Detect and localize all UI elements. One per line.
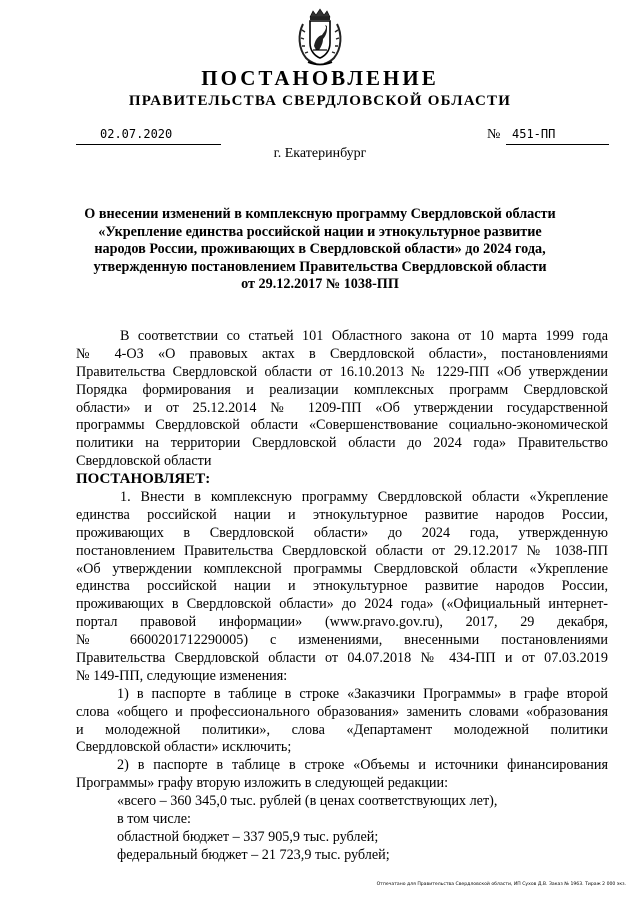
document-title: ПОСТАНОВЛЕНИЕ [201,66,439,90]
heading-line: утвержденную постановлением Правительства Свердловской области [93,258,547,275]
body-line: № 4-ОЗ «О правовых актах в Свердловской области», постановлениями [76,345,608,362]
decree-keyword: ПОСТАНОВЛЯЕТ: [76,471,211,488]
body-line: Порядка формирования и реализации комплексных программ Свердловской [76,381,608,398]
coat-of-arms-icon [296,8,344,66]
body-line: «Об утверждении комплексной программы Свердловской области «Укрепление [76,560,608,577]
body-line: Программы» графу вторую изложить в следующей редакции: [76,775,449,792]
document-issuer: ПРАВИТЕЛЬСТВА СВЕРДЛОВСКОЙ ОБЛАСТИ [128,93,512,109]
body-line: Правительства Свердловской области от 04.07.2018 № 434-ПП и от 07.03.2019 [76,650,608,667]
heading-line: народов России, проживающих в Свердловской области» до 2024 года, [94,241,546,258]
body-line: федеральный бюджет – 21 723,9 тыс. рублей; [117,846,390,863]
body-line: программы Свердловской области «Совершенствование социально-экономической [76,417,608,434]
heading-line: от 29.12.2017 № 1038-ПП [241,276,399,293]
body-line: Свердловской области» исключить; [76,739,292,756]
body-line: Правительства Свердловской области от 16.10.2013 № 1229-ПП «Об утверждении [76,363,608,380]
heading-line: О внесении изменений в комплексную программу Свердловской области [84,206,556,222]
body-line: постановлением Правительства Свердловской области от 29.12.2017 № 1038-ПП [76,542,608,559]
body-line: единства российской нации и этнокультурное развитие народов России, [76,578,608,595]
body-line: и молодежной политики», слова «Департамент молодежной политики [76,721,608,738]
body-line: политики на территории Свердловской области до 2024 года» Правительство [76,435,608,452]
body-line: 2) в паспорте в таблице в строке «Объемы и источники финансирования [117,757,608,774]
document-city: г. Екатеринбург [273,146,367,161]
body-line: портал правовой информации» (www.pravo.gov.ru), 2017, 29 декабря, [76,614,608,631]
document-heading [60,206,580,294]
body-line: В соответствии со статьей 101 Областного закона от 10 марта 1999 года [120,328,608,344]
number-sign: № [487,127,501,142]
body-line: 1) в паспорте в таблице в строке «Заказчики Программы» в графе второй [117,685,608,702]
body-line: № 149-ПП, следующие изменения: [76,667,288,684]
document-number-field [506,127,609,145]
body-line: областной бюджет – 337 905,9 тыс. рублей; [117,828,379,845]
document-body [76,328,608,865]
body-line: единства российской нации и этнокультурное развитие народов России, [76,506,608,523]
heading-line: «Укрепление единства российской нации и этнокультурное развитие [98,223,542,240]
body-line: Свердловской области [76,453,212,470]
document-date: 02.07.2020 [100,127,173,141]
body-line: в том числе: [117,811,191,828]
body-line: 1. Внести в комплексную программу Свердловской области «Укрепление [120,489,608,506]
body-line: «всего – 360 345,0 тыс. рублей (в ценах соответствующих лет), [117,793,498,810]
body-line: слова «общего и профессионального образования» заменить словами «образования [76,703,608,720]
body-line: проживающих в Свердловской области» до 2024 года» («Официальный интернет- [76,596,608,613]
document-number: 451-ПП [512,127,556,141]
body-line: области» и от 25.12.2014 № 1209-ПП «Об утверждении государственной [76,399,608,416]
print-footer: Отпечатано для Правительства Свердловской области, ИП Сухов Д.В. Заказ № 1963. Тираж 2 000 экз. [376,882,626,887]
body-line: № 6600201712290005) с изменениями, внесенными постановлениями [76,632,608,649]
document-date-field [76,127,221,145]
body-line: проживающих в Свердловской области» до 2024 года, утвержденную [76,524,608,541]
